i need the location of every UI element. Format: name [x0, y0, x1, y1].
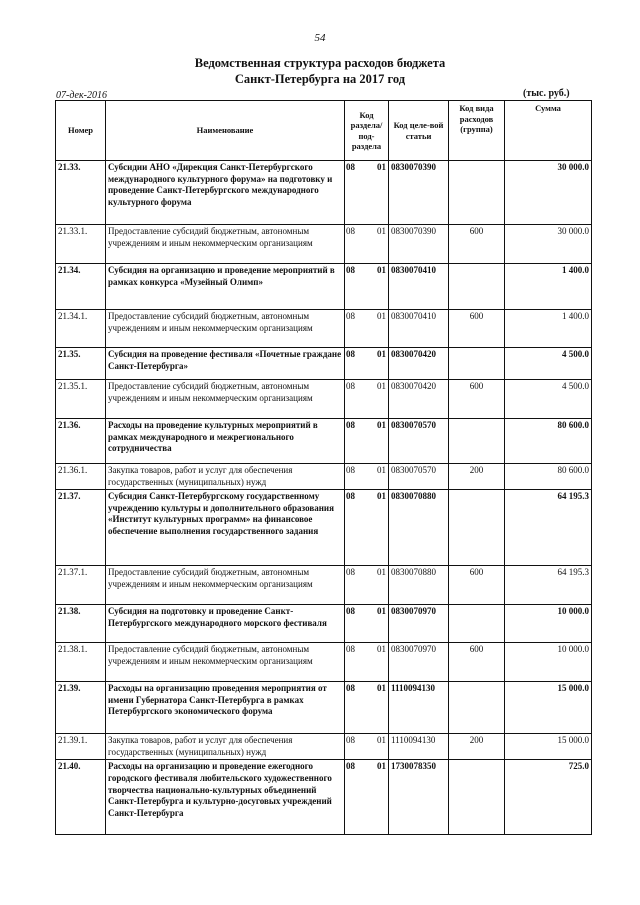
row-subsection: 01	[369, 225, 389, 264]
row-subsection: 01	[369, 734, 389, 760]
row-subsection: 01	[369, 310, 389, 348]
row-name: Предоставление субсидий бюджетным, автономным учреждениям и иным некоммерческим организациям	[106, 380, 345, 419]
row-target-code: 0830070420	[389, 380, 449, 419]
row-name: Предоставление субсидий бюджетным, автономным учреждениям и иным некоммерческим организациям	[106, 643, 345, 682]
table-row	[56, 605, 592, 643]
table-row	[56, 490, 592, 566]
table-row	[56, 161, 592, 225]
row-sum: 1 400.0	[505, 310, 592, 348]
header-expense: Код вида расходов (группа)	[449, 101, 505, 161]
row-target-code: 1110094130	[389, 682, 449, 734]
row-name: Субсидия на подготовку и проведение Санкт-Петербургского международного морского фестиваля	[106, 605, 345, 643]
row-subsection: 01	[369, 643, 389, 682]
row-sum: 64 195.3	[505, 490, 592, 566]
row-target-code: 0830070390	[389, 161, 449, 225]
row-target-code: 0830070570	[389, 464, 449, 490]
row-expense-code: 600	[449, 380, 505, 419]
row-expense-code: 600	[449, 643, 505, 682]
row-number: 21.37.1.	[56, 566, 106, 605]
row-section: 08	[345, 566, 369, 605]
document-title	[0, 55, 640, 87]
row-number: 21.36.1.	[56, 464, 106, 490]
row-name: Субсидия на организацию и проведение мероприятий в рамках конкурса «Музейный Олимп»	[106, 264, 345, 310]
row-target-code: 0830070970	[389, 605, 449, 643]
row-name: Расходы на организацию и проведение ежегодного городского фестиваля любительского художественного творчества национально-культурных объединений Санкт-Петербурга и культурно-досуговых учреждений Санкт-Петербурга	[106, 760, 345, 835]
row-number: 21.37.	[56, 490, 106, 566]
row-target-code: 1730078350	[389, 760, 449, 835]
row-section: 08	[345, 760, 369, 835]
table-row	[56, 225, 592, 264]
document-date: 07-дек-2016	[56, 90, 107, 101]
header-number: Номер	[56, 101, 106, 161]
row-expense-code	[449, 605, 505, 643]
row-number: 21.34.	[56, 264, 106, 310]
table-row	[56, 566, 592, 605]
row-number: 21.34.1.	[56, 310, 106, 348]
header-name: Наименование	[106, 101, 345, 161]
row-section: 08	[345, 682, 369, 734]
row-expense-code: 600	[449, 566, 505, 605]
row-expense-code	[449, 419, 505, 464]
row-sum: 4 500.0	[505, 348, 592, 380]
row-number: 21.38.1.	[56, 643, 106, 682]
row-section: 08	[345, 605, 369, 643]
row-expense-code	[449, 161, 505, 225]
row-expense-code	[449, 682, 505, 734]
row-subsection: 01	[369, 161, 389, 225]
row-expense-code: 600	[449, 310, 505, 348]
row-sum: 30 000.0	[505, 225, 592, 264]
row-section: 08	[345, 225, 369, 264]
table-row	[56, 760, 592, 835]
budget-table	[55, 100, 592, 835]
row-section: 08	[345, 490, 369, 566]
row-name: Закупка товаров, работ и услуг для обеспечения государственных (муниципальных) нужд	[106, 464, 345, 490]
row-number: 21.35.	[56, 348, 106, 380]
table-row	[56, 380, 592, 419]
row-sum: 1 400.0	[505, 264, 592, 310]
row-subsection: 01	[369, 490, 389, 566]
row-name: Расходы на организацию проведения мероприятия от имени Губернатора Санкт-Петербурга в рамках Петербургского экономического форума	[106, 682, 345, 734]
row-expense-code	[449, 264, 505, 310]
row-name: Предоставление субсидий бюджетным, автономным учреждениям и иным некоммерческим организациям	[106, 310, 345, 348]
row-section: 08	[345, 161, 369, 225]
row-section: 08	[345, 734, 369, 760]
row-sum: 64 195.3	[505, 566, 592, 605]
title-line-2: Санкт-Петербурга на 2017 год	[234, 72, 406, 86]
units-label: (тыс. руб.)	[523, 88, 570, 99]
page-number: 54	[314, 32, 326, 44]
row-sum: 4 500.0	[505, 380, 592, 419]
row-subsection: 01	[369, 348, 389, 380]
row-section: 08	[345, 464, 369, 490]
row-target-code: 0830070970	[389, 643, 449, 682]
row-sum: 80 600.0	[505, 464, 592, 490]
row-target-code: 0830070880	[389, 566, 449, 605]
row-target-code: 1110094130	[389, 734, 449, 760]
row-subsection: 01	[369, 264, 389, 310]
row-expense-code: 200	[449, 464, 505, 490]
row-expense-code: 200	[449, 734, 505, 760]
row-subsection: 01	[369, 419, 389, 464]
row-section: 08	[345, 348, 369, 380]
row-number: 21.33.	[56, 161, 106, 225]
row-subsection: 01	[369, 566, 389, 605]
row-number: 21.33.1.	[56, 225, 106, 264]
row-name: Расходы на проведение культурных мероприятий в рамках международного и межрегионального сотрудничества	[106, 419, 345, 464]
row-number: 21.38.	[56, 605, 106, 643]
row-name: Субсидия Санкт-Петербургскому государственному учреждению культуры и дополнительного образования «Институт культурных программ» на финансовое обеспечение выполнения государственного задания	[106, 490, 345, 566]
row-sum: 80 600.0	[505, 419, 592, 464]
row-subsection: 01	[369, 464, 389, 490]
row-subsection: 01	[369, 682, 389, 734]
row-target-code: 0830070410	[389, 310, 449, 348]
table-row	[56, 264, 592, 310]
row-subsection: 01	[369, 760, 389, 835]
table-body	[56, 161, 592, 835]
row-sum: 10 000.0	[505, 643, 592, 682]
table-row	[56, 419, 592, 464]
table-row	[56, 464, 592, 490]
row-section: 08	[345, 310, 369, 348]
row-target-code: 0830070420	[389, 348, 449, 380]
table-row	[56, 734, 592, 760]
row-expense-code: 600	[449, 225, 505, 264]
header-section: Код раздела/ под-раздела	[345, 101, 389, 161]
row-name: Субсидии АНО «Дирекция Санкт-Петербургского международного культурного форума» на подготовку и проведение Санкт-Петербургского международного культурного форума	[106, 161, 345, 225]
row-sum: 10 000.0	[505, 605, 592, 643]
row-number: 21.36.	[56, 419, 106, 464]
row-sum: 30 000.0	[505, 161, 592, 225]
header-sum: Сумма	[505, 101, 592, 161]
table-row	[56, 310, 592, 348]
row-number: 21.40.	[56, 760, 106, 835]
row-sum: 15 000.0	[505, 682, 592, 734]
row-target-code: 0830070410	[389, 264, 449, 310]
row-section: 08	[345, 380, 369, 419]
table-row	[56, 682, 592, 734]
row-number: 21.39.1.	[56, 734, 106, 760]
row-section: 08	[345, 643, 369, 682]
row-expense-code	[449, 760, 505, 835]
header-target: Код целе-вой статьи	[389, 101, 449, 161]
row-subsection: 01	[369, 605, 389, 643]
row-expense-code	[449, 490, 505, 566]
row-sum: 15 000.0	[505, 734, 592, 760]
row-target-code: 0830070390	[389, 225, 449, 264]
table-row	[56, 643, 592, 682]
row-target-code: 0830070880	[389, 490, 449, 566]
table-row	[56, 348, 592, 380]
row-section: 08	[345, 419, 369, 464]
row-subsection: 01	[369, 380, 389, 419]
row-number: 21.35.1.	[56, 380, 106, 419]
row-name: Субсидия на проведение фестиваля «Почетные граждане Санкт-Петербурга»	[106, 348, 345, 380]
row-number: 21.39.	[56, 682, 106, 734]
row-expense-code	[449, 348, 505, 380]
title-line-1: Ведомственная структура расходов бюджета	[194, 56, 446, 70]
row-sum: 725.0	[505, 760, 592, 835]
row-name: Предоставление субсидий бюджетным, автономным учреждениям и иным некоммерческим организациям	[106, 566, 345, 605]
row-target-code: 0830070570	[389, 419, 449, 464]
row-section: 08	[345, 264, 369, 310]
row-name: Закупка товаров, работ и услуг для обеспечения государственных (муниципальных) нужд	[106, 734, 345, 760]
row-name: Предоставление субсидий бюджетным, автономным учреждениям и иным некоммерческим организациям	[106, 225, 345, 264]
